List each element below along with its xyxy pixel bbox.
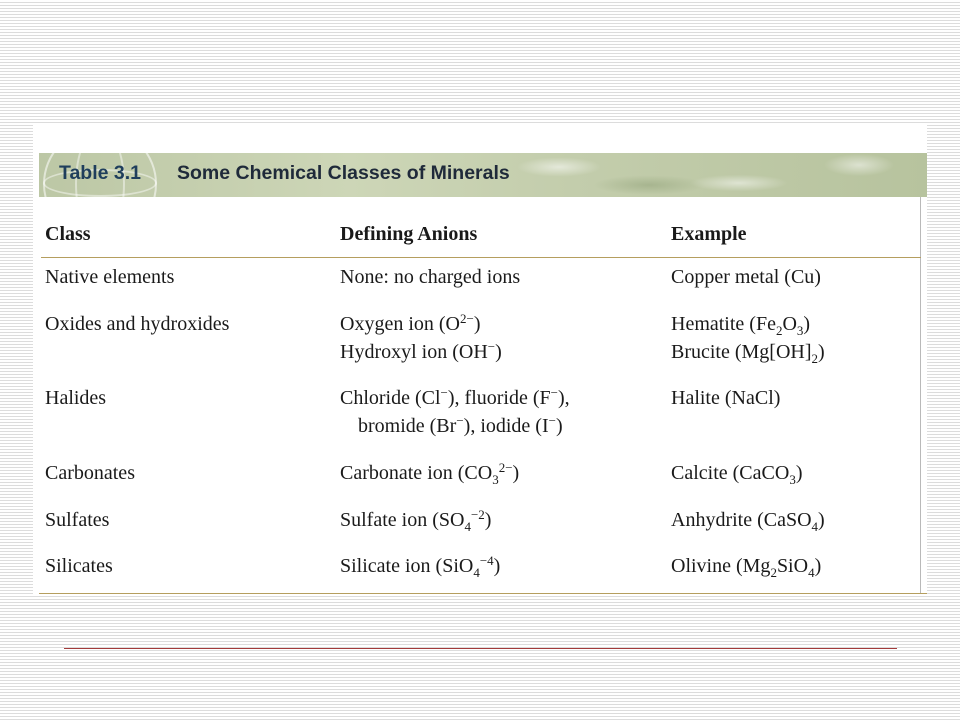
row-halides-example: Halite (NaCl) <box>671 387 781 409</box>
header-example: Example <box>671 223 747 245</box>
row-native-elements-class: Native elements <box>45 266 175 288</box>
row-silicates-anion: Silicate ion (SiO$_4^{-4}$) <box>340 553 501 580</box>
table-bottom-rule <box>39 593 927 594</box>
row-native-elements-anions: None: no charged ions <box>340 266 521 288</box>
row-oxides-example-1: Hematite $(Fe_2O_3)$ <box>671 313 811 338</box>
row-halides-class: Halides <box>45 387 107 409</box>
row-silicates-example: Olivine $(Mg_2SiO_4)$ <box>671 555 822 580</box>
row-oxides-example-2: Brucite $(Mg[OH]_2)$ <box>671 341 825 366</box>
footer-divider <box>64 648 897 649</box>
header-defining-anions: Defining Anions <box>340 223 478 245</box>
row-halides-anion-1: Chloride (Cl−), fluoride (F−), <box>340 385 570 409</box>
header-divider <box>41 257 921 258</box>
row-oxides-anion-2: Hydroxyl ion (OH−) <box>340 339 502 363</box>
row-native-elements-example: Copper metal (Cu) <box>671 266 821 288</box>
row-silicates-class: Silicates <box>45 555 113 577</box>
row-carbonates-example: Calcite (CaCO$_3$) <box>671 462 803 487</box>
table-title-banner <box>39 153 927 197</box>
row-carbonates-class: Carbonates <box>45 462 135 484</box>
table-panel <box>33 123 927 595</box>
row-carbonates-anion: Carbonate ion $(CO_3^{2-})$ <box>340 460 520 487</box>
row-sulfates-anion: Sulfate ion $(SO_4^{-2})$ <box>340 507 492 534</box>
header-class: Class <box>45 223 91 245</box>
row-oxides-class: Oxides and hydroxides <box>45 313 230 335</box>
row-sulfates-example: Anhydrite (CaSO$_4$) <box>671 509 825 534</box>
table-label: Table 3.1 <box>59 162 142 184</box>
row-sulfates-class: Sulfates <box>45 509 110 531</box>
table-title <box>59 162 510 185</box>
table-name: Some Chemical Classes of Minerals <box>177 162 510 184</box>
row-halides-anion-2: bromide (Br−), iodide (I−) <box>358 413 563 437</box>
row-oxides-anion-1: Oxygen ion $(O^{2-})$ <box>340 311 481 335</box>
